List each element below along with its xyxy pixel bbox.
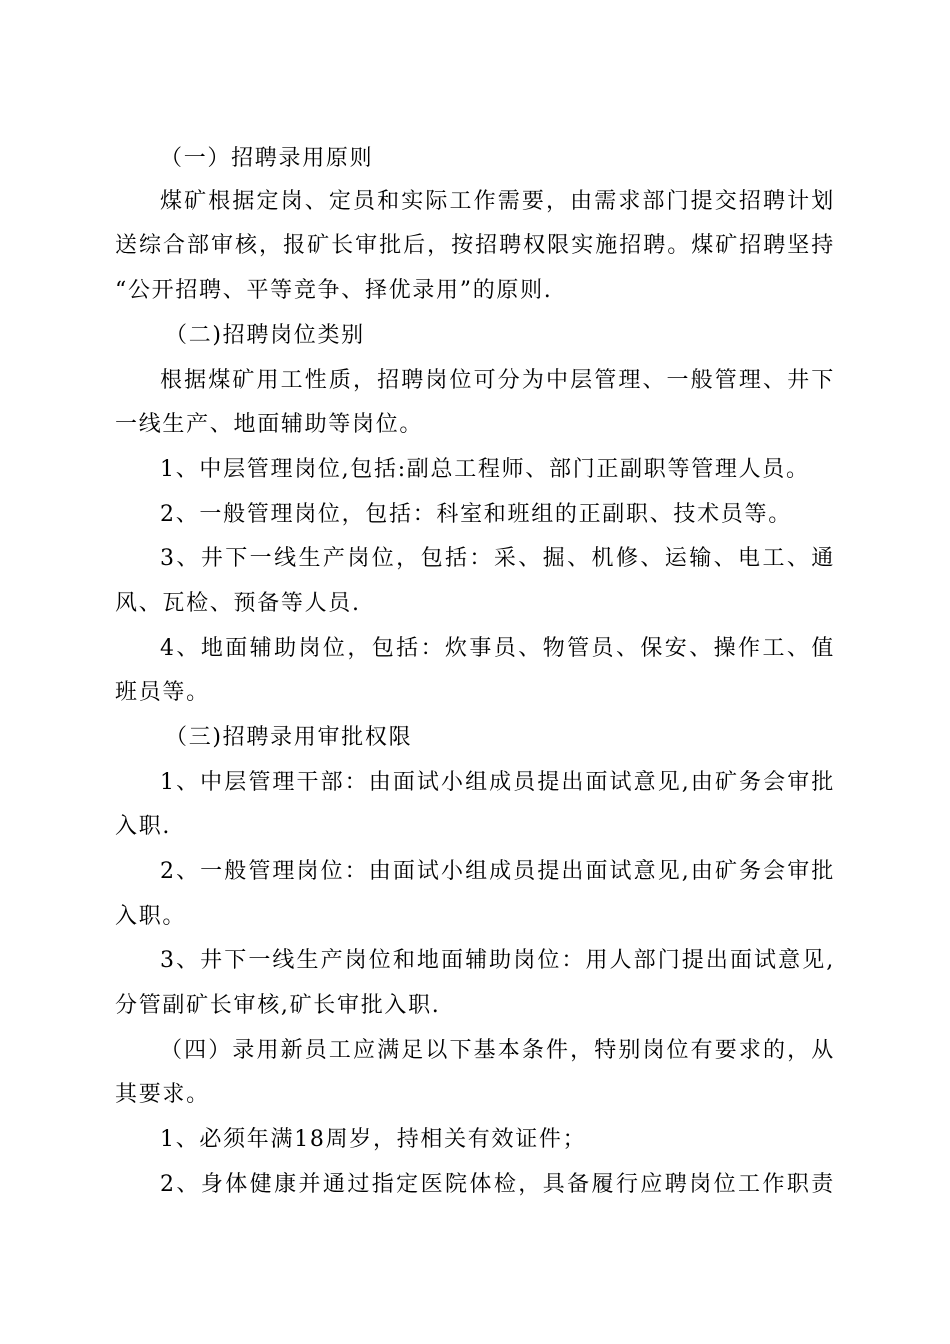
list-item: 3、井下一线生产岗位和地面辅助岗位：用人部门提出面试意见,: [160, 948, 835, 973]
list-item: 2、一般管理岗位：由面试小组成员提出面试意见,由矿务会审批: [160, 859, 835, 884]
paragraph-line: 其要求。: [115, 1082, 210, 1107]
section-heading-2: （二)招聘岗位类别: [165, 323, 365, 348]
paragraph-line: 根据煤矿用工性质，招聘岗位可分为中层管理、一般管理、井下: [160, 368, 835, 393]
list-item: 2、一般管理岗位，包括：科室和班组的正副职、技术员等。: [160, 502, 792, 527]
list-item: 3、井下一线生产岗位，包括：采、掘、机修、运输、电工、通: [160, 546, 835, 571]
paragraph-line: 煤矿根据定岗、定员和实际工作需要，由需求部门提交招聘计划: [160, 189, 835, 214]
list-item-continued: 入职.: [115, 814, 172, 839]
list-item: 1、中层管理干部：由面试小组成员提出面试意见,由矿务会审批: [160, 770, 835, 795]
section-heading-4: （四）录用新员工应满足以下基本条件，特别岗位有要求的，从: [160, 1038, 835, 1063]
list-item: 4、地面辅助岗位，包括：炊事员、物管员、保安、操作工、值: [160, 636, 835, 661]
section-heading-1: （一）招聘录用原则: [160, 146, 374, 171]
list-item-continued: 入职。: [115, 904, 187, 929]
list-item-continued: 风、瓦检、预备等人员.: [115, 591, 361, 616]
paragraph-line: 一线生产、地面辅助等岗位。: [115, 412, 424, 437]
section-heading-3: （三)招聘录用审批权限: [165, 725, 413, 750]
list-item: 2、身体健康并通过指定医院体检，具备履行应聘岗位工作职责: [160, 1172, 835, 1197]
paragraph-line: 送综合部审核，报矿长审批后，按招聘权限实施招聘。煤矿招聘坚持: [115, 233, 835, 258]
list-item: 1、中层管理岗位,包括:副总工程师、部门正副职等管理人员。: [160, 457, 810, 482]
list-item-continued: 班员等。: [115, 680, 210, 705]
paragraph-line: “公开招聘、平等竞争、择优录用”的原则.: [115, 278, 553, 303]
list-item-continued: 分管副矿长审核,矿长审批入职.: [115, 993, 441, 1018]
list-item: 1、必须年满18周岁，持相关有效证件；: [160, 1127, 587, 1152]
